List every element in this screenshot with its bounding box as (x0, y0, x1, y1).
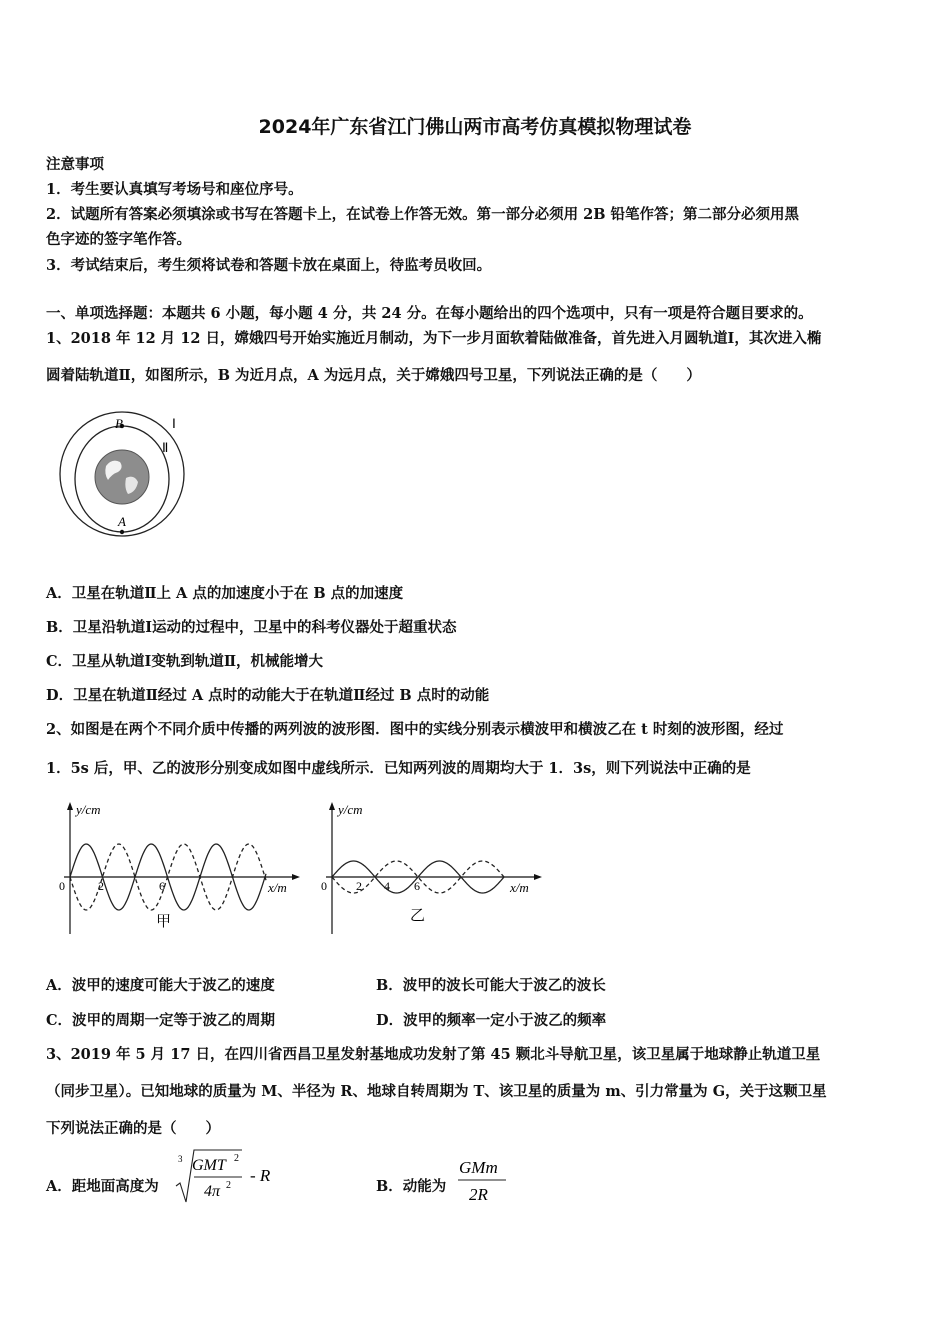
q1-option-b: B．卫星沿轨道Ⅰ运动的过程中，卫星中的科考仪器处于超重状态 (46, 619, 457, 636)
question-2-line-2: 1．5s 后，甲、乙的波形分别变成如图中虚线所示．已知两列波的周期均大于 1．3s，则下列说法中正确的是 (46, 760, 751, 777)
q1-option-c: C．卫星从轨道Ⅰ变轨到轨道Ⅱ，机械能增大 (46, 653, 324, 670)
q3-option-b-label: B．动能为 (376, 1178, 447, 1195)
section-heading: 一、单项选择题：本题共 6 小题，每小题 4 分，共 24 分。在每小题给出的四个选项中，只有一项是符合题目要求的。 (46, 305, 813, 322)
formula-denominator: 2R (469, 1185, 488, 1204)
label-a: A (118, 514, 126, 529)
formula-numerator-sup: 2 (234, 1153, 239, 1164)
notice-item: 3．考试结束后，考生须将试卷和答题卡放在桌面上，待监考员收回。 (46, 257, 492, 274)
axis-y-label: y/cm (76, 802, 101, 817)
q3-option-b-formula (452, 1152, 522, 1208)
notice-item: 色字迹的签字笔作答。 (46, 231, 191, 248)
q1-option-a: A．卫星在轨道Ⅱ上 A 点的加速度小于在 B 点的加速度 (46, 585, 404, 602)
tick-label: 6 (414, 879, 420, 893)
label-orbit-2: Ⅱ (162, 440, 169, 455)
question-3-line-1: 3、2019 年 5 月 17 日，在四川省西昌卫星发射基地成功发射了第 45 颗北斗导航卫星，该卫星属于地球静止轨道卫星 (46, 1046, 821, 1063)
root-index: 3 (178, 1154, 183, 1164)
caption-jia: 甲 (156, 914, 172, 930)
origin-label: 0 (59, 879, 65, 893)
question-1-line-2: 圆着陆轨道Ⅱ，如图所示，B 为近月点，A 为远月点，关于嫦娥四号卫星，下列说法正确的是（ ） (46, 367, 701, 384)
formula-numerator: GMT (192, 1157, 226, 1174)
tick-label: 6 (159, 879, 165, 893)
page-title: 2024年广东省江门佛山两市高考仿真模拟物理试卷 (258, 116, 692, 138)
moon-icon (95, 450, 149, 504)
q2-option-a: A．波甲的速度可能大于波乙的速度 (46, 977, 275, 994)
origin-label: 0 (321, 879, 327, 893)
wave-figure-yi (318, 798, 548, 938)
tick-label: 2 (356, 879, 362, 893)
formula-denominator: 4π (204, 1183, 221, 1200)
notice-item: 1．考生要认真填写考场号和座位序号。 (46, 181, 303, 198)
question-3-line-3: 下列说法正确的是（ ） (46, 1120, 220, 1137)
q3-option-a-label: A．距地面高度为 (46, 1178, 159, 1195)
caption-yi: 乙 (410, 908, 426, 924)
orbit-figure (58, 408, 198, 540)
notice-item: 2．试题所有答案必须填涂或书写在答题卡上，在试卷上作答无效。第一部分必须用 2B 铅笔作答；第二部分必须用黑 (46, 206, 800, 223)
q2-option-b: B．波甲的波长可能大于波乙的波长 (376, 977, 606, 994)
label-b: B (115, 416, 123, 431)
q2-option-d: D．波甲的频率一定小于波乙的频率 (376, 1012, 607, 1029)
q3-option-a-formula (170, 1148, 290, 1206)
question-3-line-2: （同步卫星）。已知地球的质量为 M、半径为 R、地球自转周期为 T、该卫星的质量为 m、引力常量为 G，关于这颗卫星 (46, 1083, 827, 1100)
question-1-line-1: 1、2018 年 12 月 12 日，嫦娥四号开始实施近月制动，为下一步月面软着陆做准备，首先进入月圆轨道Ⅰ，其次进入椭 (46, 330, 822, 347)
notice-heading: 注意事项 (46, 156, 104, 173)
formula-numerator: GMm (459, 1158, 498, 1177)
label-orbit-1: Ⅰ (172, 416, 176, 431)
tick-label: 2 (98, 879, 104, 893)
question-2-line-1: 2、如图是在两个不同介质中传播的两列波的波形图．图中的实线分别表示横波甲和横波乙在 t 时刻的波形图，经过 (46, 721, 784, 738)
wave-figure-jia (56, 798, 306, 938)
tick-label: 4 (384, 879, 390, 893)
axis-x-label: x/m (510, 880, 529, 895)
q1-option-d: D．卫星在轨道Ⅱ经过 A 点时的动能大于在轨道Ⅱ经过 B 点时的动能 (46, 687, 490, 704)
axis-y-label: y/cm (338, 802, 363, 817)
formula-denominator-sup: 2 (226, 1180, 231, 1191)
q2-option-c: C．波甲的周期一定等于波乙的周期 (46, 1012, 276, 1029)
point-a-dot (120, 530, 124, 534)
axis-x-label: x/m (268, 880, 287, 895)
formula-tail: - R (250, 1166, 271, 1185)
